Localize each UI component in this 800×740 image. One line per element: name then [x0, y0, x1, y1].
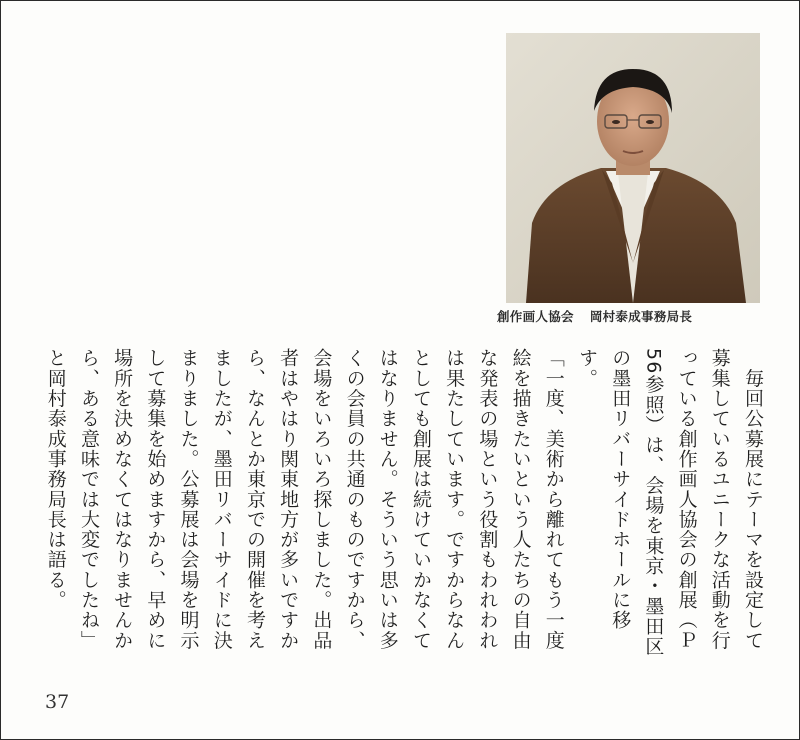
article-paragraph-attribution: と岡村泰成事務局長は語る。 — [44, 348, 67, 610]
article-paragraph-intro: 毎回公募展にテーマを設定して募集しているユニークな活動を行っている創作画人協会の創展（Ｐ56参照）は、会場を東京・墨田区の墨田リバーサイドホールに移す。 — [575, 348, 764, 657]
portrait-photo — [506, 33, 760, 303]
article-paragraph-quote: 「一度、美術から離れてもう一度絵を描きたいという人たちの自由な発表の場という役割もわれわれは果たしています。ですからなんとしても創展は続けていかなくてはなりません。そういう思いは多くの会員の共通のものですから、会場をいろいろ探しました。出品者はやはり関東地方が多いですから、なんとか東京での開催を考えましたが、墨田リバーサイドに決まりました。公募展は会場を明示して募集を始めますから、早めに場所を決めなくてはなりませんから、ある意味では大変でしたね」 — [77, 348, 565, 651]
photo-caption — [497, 307, 772, 325]
page-number: 37 — [45, 691, 70, 713]
caption-organization: 創作画人協会 — [497, 309, 574, 324]
article-body — [44, 348, 769, 668]
caption-person: 岡村泰成事務局長 — [589, 309, 693, 324]
man-in-brown-jacket-photo — [506, 33, 760, 303]
